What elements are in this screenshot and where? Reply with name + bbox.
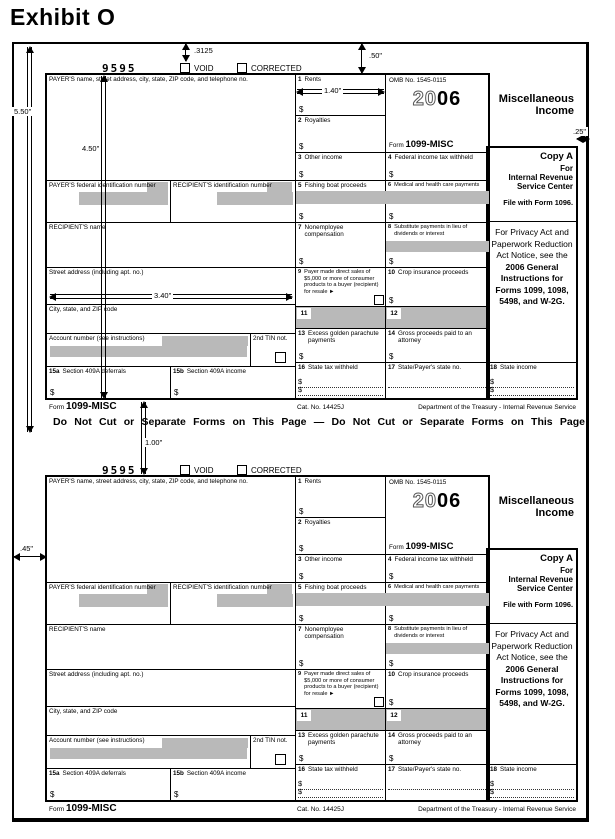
box-label: State income <box>500 766 537 773</box>
box-6-medical <box>385 582 488 624</box>
recipient-id-box <box>170 582 295 624</box>
street-address-box <box>47 669 295 706</box>
dollar-sign: $ <box>490 787 495 796</box>
box-label: Other income <box>304 154 343 161</box>
privacy-notice <box>488 222 576 362</box>
form-code-row <box>47 62 576 75</box>
dollar-sign: $ <box>490 385 495 394</box>
dollar-sign: $ <box>389 697 394 707</box>
recipient-id-box <box>170 180 295 222</box>
corrected-label: CORRECTED <box>251 64 302 73</box>
dollar-sign: $ <box>299 141 304 151</box>
form-title-area <box>488 477 576 550</box>
measure-label-form-height: 5.50" <box>14 107 32 116</box>
box-number: 10 <box>388 269 396 276</box>
box-14-attorney-proceeds <box>385 730 488 764</box>
street-address-label: Street address (including apt. no.) <box>49 269 144 276</box>
dollar-sign: $ <box>299 753 304 763</box>
box-13-golden-parachute <box>295 730 385 764</box>
box-10-crop-insurance <box>385 669 488 708</box>
recipient-name-label: RECIPIENT'S name <box>49 224 106 231</box>
year-prefix: 20 <box>412 88 437 110</box>
box-5-fishing-boat <box>295 582 385 624</box>
box-number: 6 <box>388 182 392 188</box>
form-1099-misc-copy-1 <box>47 62 576 414</box>
box-15b <box>170 768 295 800</box>
dollar-sign: $ <box>174 789 179 799</box>
measure-label-box1-width: 1.40" <box>324 86 342 95</box>
account-number-box <box>47 735 250 768</box>
payer-name-box <box>47 75 295 180</box>
shaded-area <box>386 241 489 252</box>
dollar-sign: $ <box>299 658 304 668</box>
form-number-value: 1099-MISC <box>405 540 454 552</box>
city-state-zip-label: City, state, and ZIP code <box>49 306 118 313</box>
dollar-sign: $ <box>298 787 303 796</box>
omb-year-box <box>385 477 488 554</box>
city-state-zip-box <box>47 706 295 735</box>
box-number: 13 <box>298 330 306 337</box>
recipient-name-box <box>47 624 295 669</box>
measure-arrow-payer-height <box>101 76 106 398</box>
dollar-sign: $ <box>299 169 304 179</box>
box-number: 14 <box>388 732 396 739</box>
box-17-state-number <box>385 362 488 398</box>
catalog-number: Cat. No. 14425J <box>297 806 344 813</box>
dollar-sign: $ <box>490 377 495 386</box>
box-1-rents <box>295 477 385 517</box>
box-label: Payer made direct sales of $5,000 or more of consumer products to a buyer (recipient) for resale ► <box>304 269 379 295</box>
shaded-area <box>296 593 386 606</box>
box-label: Federal income tax withheld <box>394 154 473 161</box>
void-label: VOID <box>194 64 214 73</box>
dollar-sign: $ <box>389 351 394 361</box>
box-11-shaded <box>295 306 385 328</box>
box-number: 1 <box>298 76 302 83</box>
dollar-sign: $ <box>389 658 394 668</box>
payer-id-label: PAYER'S federal identification number <box>49 584 156 591</box>
year-prefix: 20 <box>412 490 437 512</box>
measure-arrow-header-gap <box>361 44 362 73</box>
form-title <box>499 496 574 519</box>
box-label: Nonemployee compensation <box>304 626 344 641</box>
second-tin-box <box>250 735 295 768</box>
payer-id-box <box>47 180 170 222</box>
file-with-note: File with Form 1096. <box>503 600 573 609</box>
second-tin-box <box>250 333 295 366</box>
tax-year <box>386 88 488 112</box>
box-label: Payer made direct sales of $5,000 or more of consumer products to a buyer (recipient) for resale ► <box>304 671 379 697</box>
box-number: 8 <box>388 224 392 230</box>
scan-code: 9595 <box>102 464 137 477</box>
dollar-sign: $ <box>389 169 394 179</box>
box-8-substitute-payments <box>385 222 488 267</box>
form-word: Form <box>389 141 404 149</box>
shaded-area <box>79 594 168 607</box>
measure-label-header-gap: .50" <box>369 51 383 60</box>
box-number: 6 <box>388 584 392 590</box>
dollar-sign: $ <box>389 753 394 763</box>
box-label: Section 409A income <box>186 368 247 375</box>
box-number: 5 <box>298 182 302 189</box>
copy-a-block <box>488 550 576 624</box>
box-label: Crop insurance proceeds <box>398 671 469 678</box>
measure-arrow-right-margin <box>577 138 589 139</box>
dollar-sign: $ <box>50 789 55 799</box>
recipient-name-label: RECIPIENT'S name <box>49 626 106 633</box>
dollar-sign: $ <box>299 256 304 266</box>
box-label: Gross proceeds paid to an attorney <box>398 330 472 345</box>
privacy-notice <box>488 624 576 764</box>
box-label: Section 409A income <box>186 770 247 777</box>
box-number: 7 <box>298 626 302 633</box>
recipient-name-box <box>47 222 295 267</box>
box-number: 17 <box>388 766 396 773</box>
box-label: Medical and health care payments <box>394 182 480 188</box>
dollar-sign: $ <box>298 385 303 394</box>
box-number: 2 <box>298 117 302 124</box>
copy-column <box>488 550 576 800</box>
box-12-shaded <box>385 306 488 328</box>
box-16-state-tax <box>295 362 385 398</box>
box-18-state-income <box>488 764 576 800</box>
box-number: 7 <box>298 224 302 231</box>
copy-for: For <box>560 566 573 575</box>
dollar-sign: $ <box>389 256 394 266</box>
box-4-federal-tax <box>385 152 488 180</box>
shaded-area <box>50 346 247 357</box>
box-number: 4 <box>388 556 392 563</box>
dollar-sign: $ <box>490 779 495 788</box>
copy-column <box>488 148 576 398</box>
shaded-area <box>50 748 247 759</box>
box-18-state-income <box>488 362 576 398</box>
box-11-shaded <box>295 708 385 730</box>
privacy-plain: For Privacy Act and Paperwork Reduction Act Notice, see the <box>491 227 573 260</box>
box-4-federal-tax <box>385 554 488 582</box>
measure-label-form-gap: 1.00" <box>145 438 163 447</box>
box-9-direct-sales <box>295 669 385 708</box>
box-label: Crop insurance proceeds <box>398 269 469 276</box>
box-1-rents <box>295 75 385 115</box>
box-number: 8 <box>388 626 392 632</box>
box-label: Substitute payments in lieu of dividends or interest <box>394 224 468 237</box>
shaded-area <box>79 192 168 205</box>
form-number <box>389 139 454 150</box>
form-number-footer <box>49 803 117 814</box>
recipient-id-label: RECIPIENT'S identification number <box>173 584 272 591</box>
measure-label-left-margin: .45" <box>20 544 34 553</box>
form-footer <box>47 401 576 413</box>
box-label: Substitute payments in lieu of dividends or interest <box>394 626 468 639</box>
box-number: 2 <box>298 519 302 526</box>
box-17-state-number <box>385 764 488 800</box>
box-label: State income <box>500 364 537 371</box>
entry-line <box>298 386 383 396</box>
corrected-label: CORRECTED <box>251 466 302 475</box>
privacy-bold: 2006 General Instructions for Forms 1099, 1098, 5498, and W-2G. <box>495 261 569 306</box>
year-suffix: 06 <box>437 88 462 110</box>
form-title-line2: Income <box>535 506 574 519</box>
privacy-bold: 2006 General Instructions for Forms 1099, 1098, 5498, and W-2G. <box>495 663 569 708</box>
form-number-value: 1099-MISC <box>65 803 117 814</box>
box-label: State/Payer's state no. <box>398 364 462 371</box>
form-title-line1: Miscellaneous <box>498 93 574 105</box>
box-14-attorney-proceeds <box>385 328 488 362</box>
entry-line <box>490 386 574 396</box>
box-15a <box>47 768 170 800</box>
box-2-royalties <box>295 115 385 152</box>
copy-a-block <box>488 148 576 222</box>
treasury-note: Department of the Treasury - Internal Revenue Service <box>418 404 576 411</box>
form-word: Form <box>389 543 404 551</box>
form-word: Form <box>49 404 65 411</box>
file-with-note: File with Form 1096. <box>503 198 573 207</box>
dollar-sign: $ <box>299 104 304 114</box>
direct-sales-checkbox <box>374 295 384 305</box>
box-number: 16 <box>298 364 306 371</box>
dollar-sign: $ <box>298 377 303 386</box>
copy-designation: Copy A <box>540 553 573 564</box>
box-10-crop-insurance <box>385 267 488 306</box>
box-13-golden-parachute <box>295 328 385 362</box>
void-checkbox <box>180 465 190 475</box>
box-number: 9 <box>298 269 302 275</box>
box-2-royalties <box>295 517 385 554</box>
direct-sales-checkbox <box>374 697 384 707</box>
box-label: Federal income tax withheld <box>394 556 473 563</box>
tax-year <box>386 490 488 514</box>
box-3-other-income <box>295 152 385 180</box>
shaded-area <box>217 594 293 607</box>
box-label: Medical and health care payments <box>394 584 480 590</box>
form-word: Form <box>49 806 65 813</box>
box-number: 15b <box>173 770 184 777</box>
measure-label-address-width: 3.40" <box>154 291 172 300</box>
box-number: 13 <box>298 732 306 739</box>
box-label: Fishing boat proceeds <box>304 584 367 591</box>
dollar-sign: $ <box>299 506 304 516</box>
shaded-area <box>386 643 489 654</box>
box-number: 11 <box>297 308 311 319</box>
payer-name-label: PAYER'S name, street address, city, state, ZIP code, and telephone no. <box>49 478 248 485</box>
box-number: 9 <box>298 671 302 677</box>
form-number <box>389 541 454 552</box>
copy-for: For <box>560 164 573 173</box>
box-5-fishing-boat <box>295 180 385 222</box>
box-label: Excess golden parachute payments <box>308 330 379 345</box>
box-number: 15a <box>49 770 60 777</box>
box-label: State tax withheld <box>308 766 358 773</box>
treasury-note: Department of the Treasury - Internal Revenue Service <box>418 806 576 813</box>
dollar-sign: $ <box>299 351 304 361</box>
form-number-value: 1099-MISC <box>65 401 117 412</box>
irs-line1: Internal Revenue <box>508 173 573 182</box>
entry-line <box>388 378 486 388</box>
box-label: Rents <box>304 478 321 485</box>
box-number: 17 <box>388 364 396 371</box>
form-footer <box>47 803 576 815</box>
dollar-sign: $ <box>299 613 304 623</box>
box-label: Rents <box>304 76 321 83</box>
shaded-area <box>386 593 489 606</box>
city-state-zip-label: City, state, and ZIP code <box>49 708 118 715</box>
form-number-value: 1099-MISC <box>405 138 454 150</box>
form-number-footer <box>49 401 117 412</box>
irs-line2: Service Center <box>516 182 573 191</box>
measure-arrow-left-margin <box>14 556 46 557</box>
box-12-shaded <box>385 708 488 730</box>
box-number: 5 <box>298 584 302 591</box>
year-suffix: 06 <box>437 490 462 512</box>
account-number-label: Account number (see instructions) <box>49 335 145 342</box>
corrected-checkbox <box>237 465 247 475</box>
box-16-state-tax <box>295 764 385 800</box>
box-6-medical <box>385 180 488 222</box>
box-label: Royalties <box>304 519 331 526</box>
box-8-substitute-payments <box>385 624 488 669</box>
dollar-sign: $ <box>174 387 179 397</box>
second-tin-checkbox <box>275 754 286 765</box>
box-label: Fishing boat proceeds <box>304 182 367 189</box>
box-9-direct-sales <box>295 267 385 306</box>
box-number: 3 <box>298 154 302 161</box>
box-number: 4 <box>388 154 392 161</box>
shaded-area <box>386 191 489 204</box>
void-checkbox <box>180 63 190 73</box>
form-title-line2: Income <box>535 104 574 117</box>
dollar-sign: $ <box>299 543 304 553</box>
box-label: Other income <box>304 556 343 563</box>
box-label: Section 409A deferrals <box>62 770 126 777</box>
dollar-sign: $ <box>389 571 394 581</box>
measure-arrow-top-gap <box>185 44 186 61</box>
irs-line2: Service Center <box>516 584 573 593</box>
box-number: 11 <box>297 710 311 721</box>
second-tin-checkbox <box>275 352 286 363</box>
box-number: 16 <box>298 766 306 773</box>
box-label: Gross proceeds paid to an attorney <box>398 732 472 747</box>
box-number: 15b <box>173 368 184 375</box>
entry-line <box>490 788 574 798</box>
box-15a <box>47 366 170 398</box>
box-7-nonemployee-comp <box>295 624 385 669</box>
recipient-id-label: RECIPIENT'S identification number <box>173 182 272 189</box>
box-number: 1 <box>298 478 302 485</box>
box-label: State/Payer's state no. <box>398 766 462 773</box>
scan-code: 9595 <box>102 62 137 75</box>
box-number: 10 <box>388 671 396 678</box>
street-address-label: Street address (including apt. no.) <box>49 671 144 678</box>
measure-label-payer-height: 4.50" <box>82 144 100 153</box>
box-label: State tax withheld <box>308 364 358 371</box>
box-15b <box>170 366 295 398</box>
box-number: 14 <box>388 330 396 337</box>
box-number: 18 <box>490 766 498 773</box>
measure-label-top-gap: .3125 <box>194 46 213 55</box>
account-number-label: Account number (see instructions) <box>49 737 145 744</box>
dollar-sign: $ <box>299 211 304 221</box>
omb-year-box <box>385 75 488 152</box>
form-title <box>499 94 574 117</box>
payer-id-box <box>47 582 170 624</box>
box-label: Royalties <box>304 117 331 124</box>
catalog-number: Cat. No. 14425J <box>297 404 344 411</box>
omb-number: OMB No. 1545-0115 <box>389 479 447 486</box>
box-label: Excess golden parachute payments <box>308 732 379 747</box>
form-grid <box>47 75 488 398</box>
entry-line <box>298 788 383 798</box>
payer-name-box <box>47 477 295 582</box>
dollar-sign: $ <box>299 571 304 581</box>
measure-arrow-form-height <box>27 47 32 432</box>
box-number: 18 <box>490 364 498 371</box>
measure-label-right-margin: .25" <box>573 127 587 136</box>
dollar-sign: $ <box>298 779 303 788</box>
form-code-row <box>47 464 576 477</box>
shaded-area <box>217 192 293 205</box>
city-state-zip-box <box>47 304 295 333</box>
box-7-nonemployee-comp <box>295 222 385 267</box>
dollar-sign: $ <box>389 613 394 623</box>
box-number: 12 <box>387 710 401 721</box>
page-title: Exhibit O <box>10 4 116 30</box>
shaded-area <box>296 191 386 204</box>
entry-line <box>388 780 486 790</box>
second-tin-label: 2nd TIN not. <box>253 335 288 342</box>
dollar-sign: $ <box>389 211 394 221</box>
form-title-area <box>488 75 576 148</box>
do-not-cut-notice: Do Not Cut or Separate Forms on This Page — Do Not Cut or Separate Forms on This Page <box>53 416 585 428</box>
second-tin-label: 2nd TIN not. <box>253 737 288 744</box>
box-number: 3 <box>298 556 302 563</box>
form-1099-misc-copy-2 <box>47 464 576 816</box>
void-label: VOID <box>194 466 214 475</box>
box-number: 12 <box>387 308 401 319</box>
irs-line1: Internal Revenue <box>508 575 573 584</box>
box-number: 15a <box>49 368 60 375</box>
dollar-sign: $ <box>389 295 394 305</box>
form-grid <box>47 477 488 800</box>
payer-id-label: PAYER'S federal identification number <box>49 182 156 189</box>
omb-number: OMB No. 1545-0115 <box>389 77 447 84</box>
box-label: Nonemployee compensation <box>304 224 344 239</box>
privacy-plain: For Privacy Act and Paperwork Reduction Act Notice, see the <box>491 629 573 662</box>
dollar-sign: $ <box>50 387 55 397</box>
copy-designation: Copy A <box>540 151 573 162</box>
account-number-box <box>47 333 250 366</box>
corrected-checkbox <box>237 63 247 73</box>
payer-name-label: PAYER'S name, street address, city, state, ZIP code, and telephone no. <box>49 76 248 83</box>
box-label: Section 409A deferrals <box>62 368 126 375</box>
form-title-line1: Miscellaneous <box>498 495 574 507</box>
box-3-other-income <box>295 554 385 582</box>
